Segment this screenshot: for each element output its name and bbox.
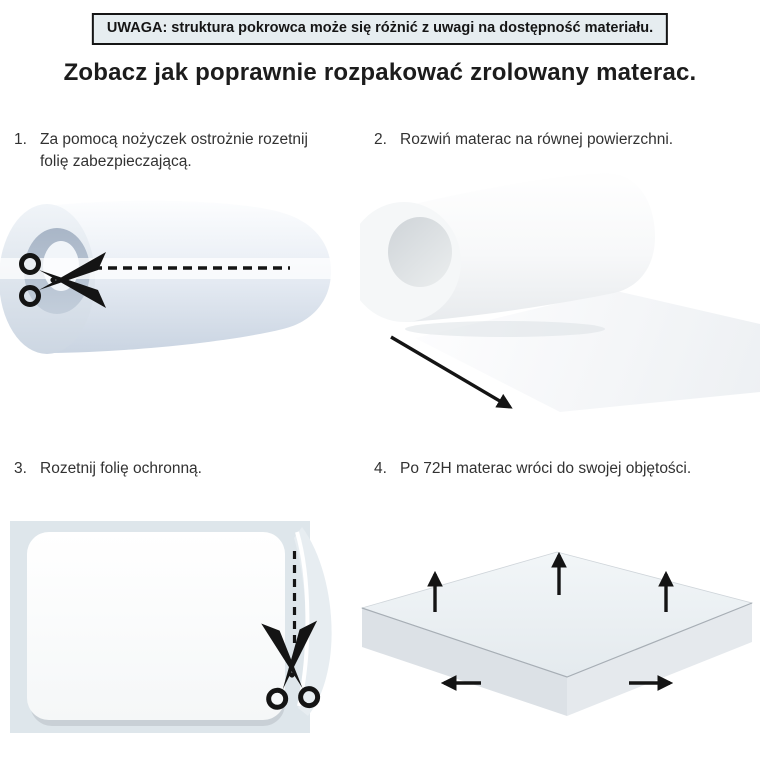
step-3-illustration <box>0 510 350 755</box>
step-3-text: Rozetnij folię ochronną. <box>40 460 202 477</box>
step-4-number: 4. <box>374 460 387 477</box>
step-3-number: 3. <box>14 460 27 477</box>
expanded-mattress-slab <box>362 552 752 716</box>
roll-core-hole <box>388 217 452 287</box>
rolled-mattress <box>0 201 336 354</box>
notice-banner-text: UWAGA: struktura pokrowca może się różnić z uwagi na dostępność materiału. <box>106 20 654 36</box>
step-2-illustration <box>360 160 760 430</box>
roll-shadow <box>405 321 605 337</box>
unrolling-mattress <box>360 173 760 412</box>
mattress-surface <box>27 532 285 720</box>
step-1-label <box>14 129 324 173</box>
step-4-label <box>374 458 756 480</box>
step-2-number: 2. <box>374 131 387 148</box>
step-4-illustration <box>350 540 760 735</box>
notice-banner <box>92 13 668 45</box>
step-1-text: Za pomocą nożyczek ostrożnie rozetnij folię zabezpieczającą. <box>40 131 308 170</box>
mattress-top-view <box>27 532 285 726</box>
step-1-illustration <box>0 185 340 430</box>
page-title: Zobacz jak poprawnie rozpakować zrolowany materac. <box>63 59 697 86</box>
step-3-label <box>14 458 202 480</box>
step-2-text: Rozwiń materac na równej powierzchni. <box>400 131 674 148</box>
step-2-label <box>374 129 756 151</box>
step-1-number: 1. <box>14 131 27 148</box>
step-4-text: Po 72H materac wróci do swojej objętości. <box>400 460 692 477</box>
